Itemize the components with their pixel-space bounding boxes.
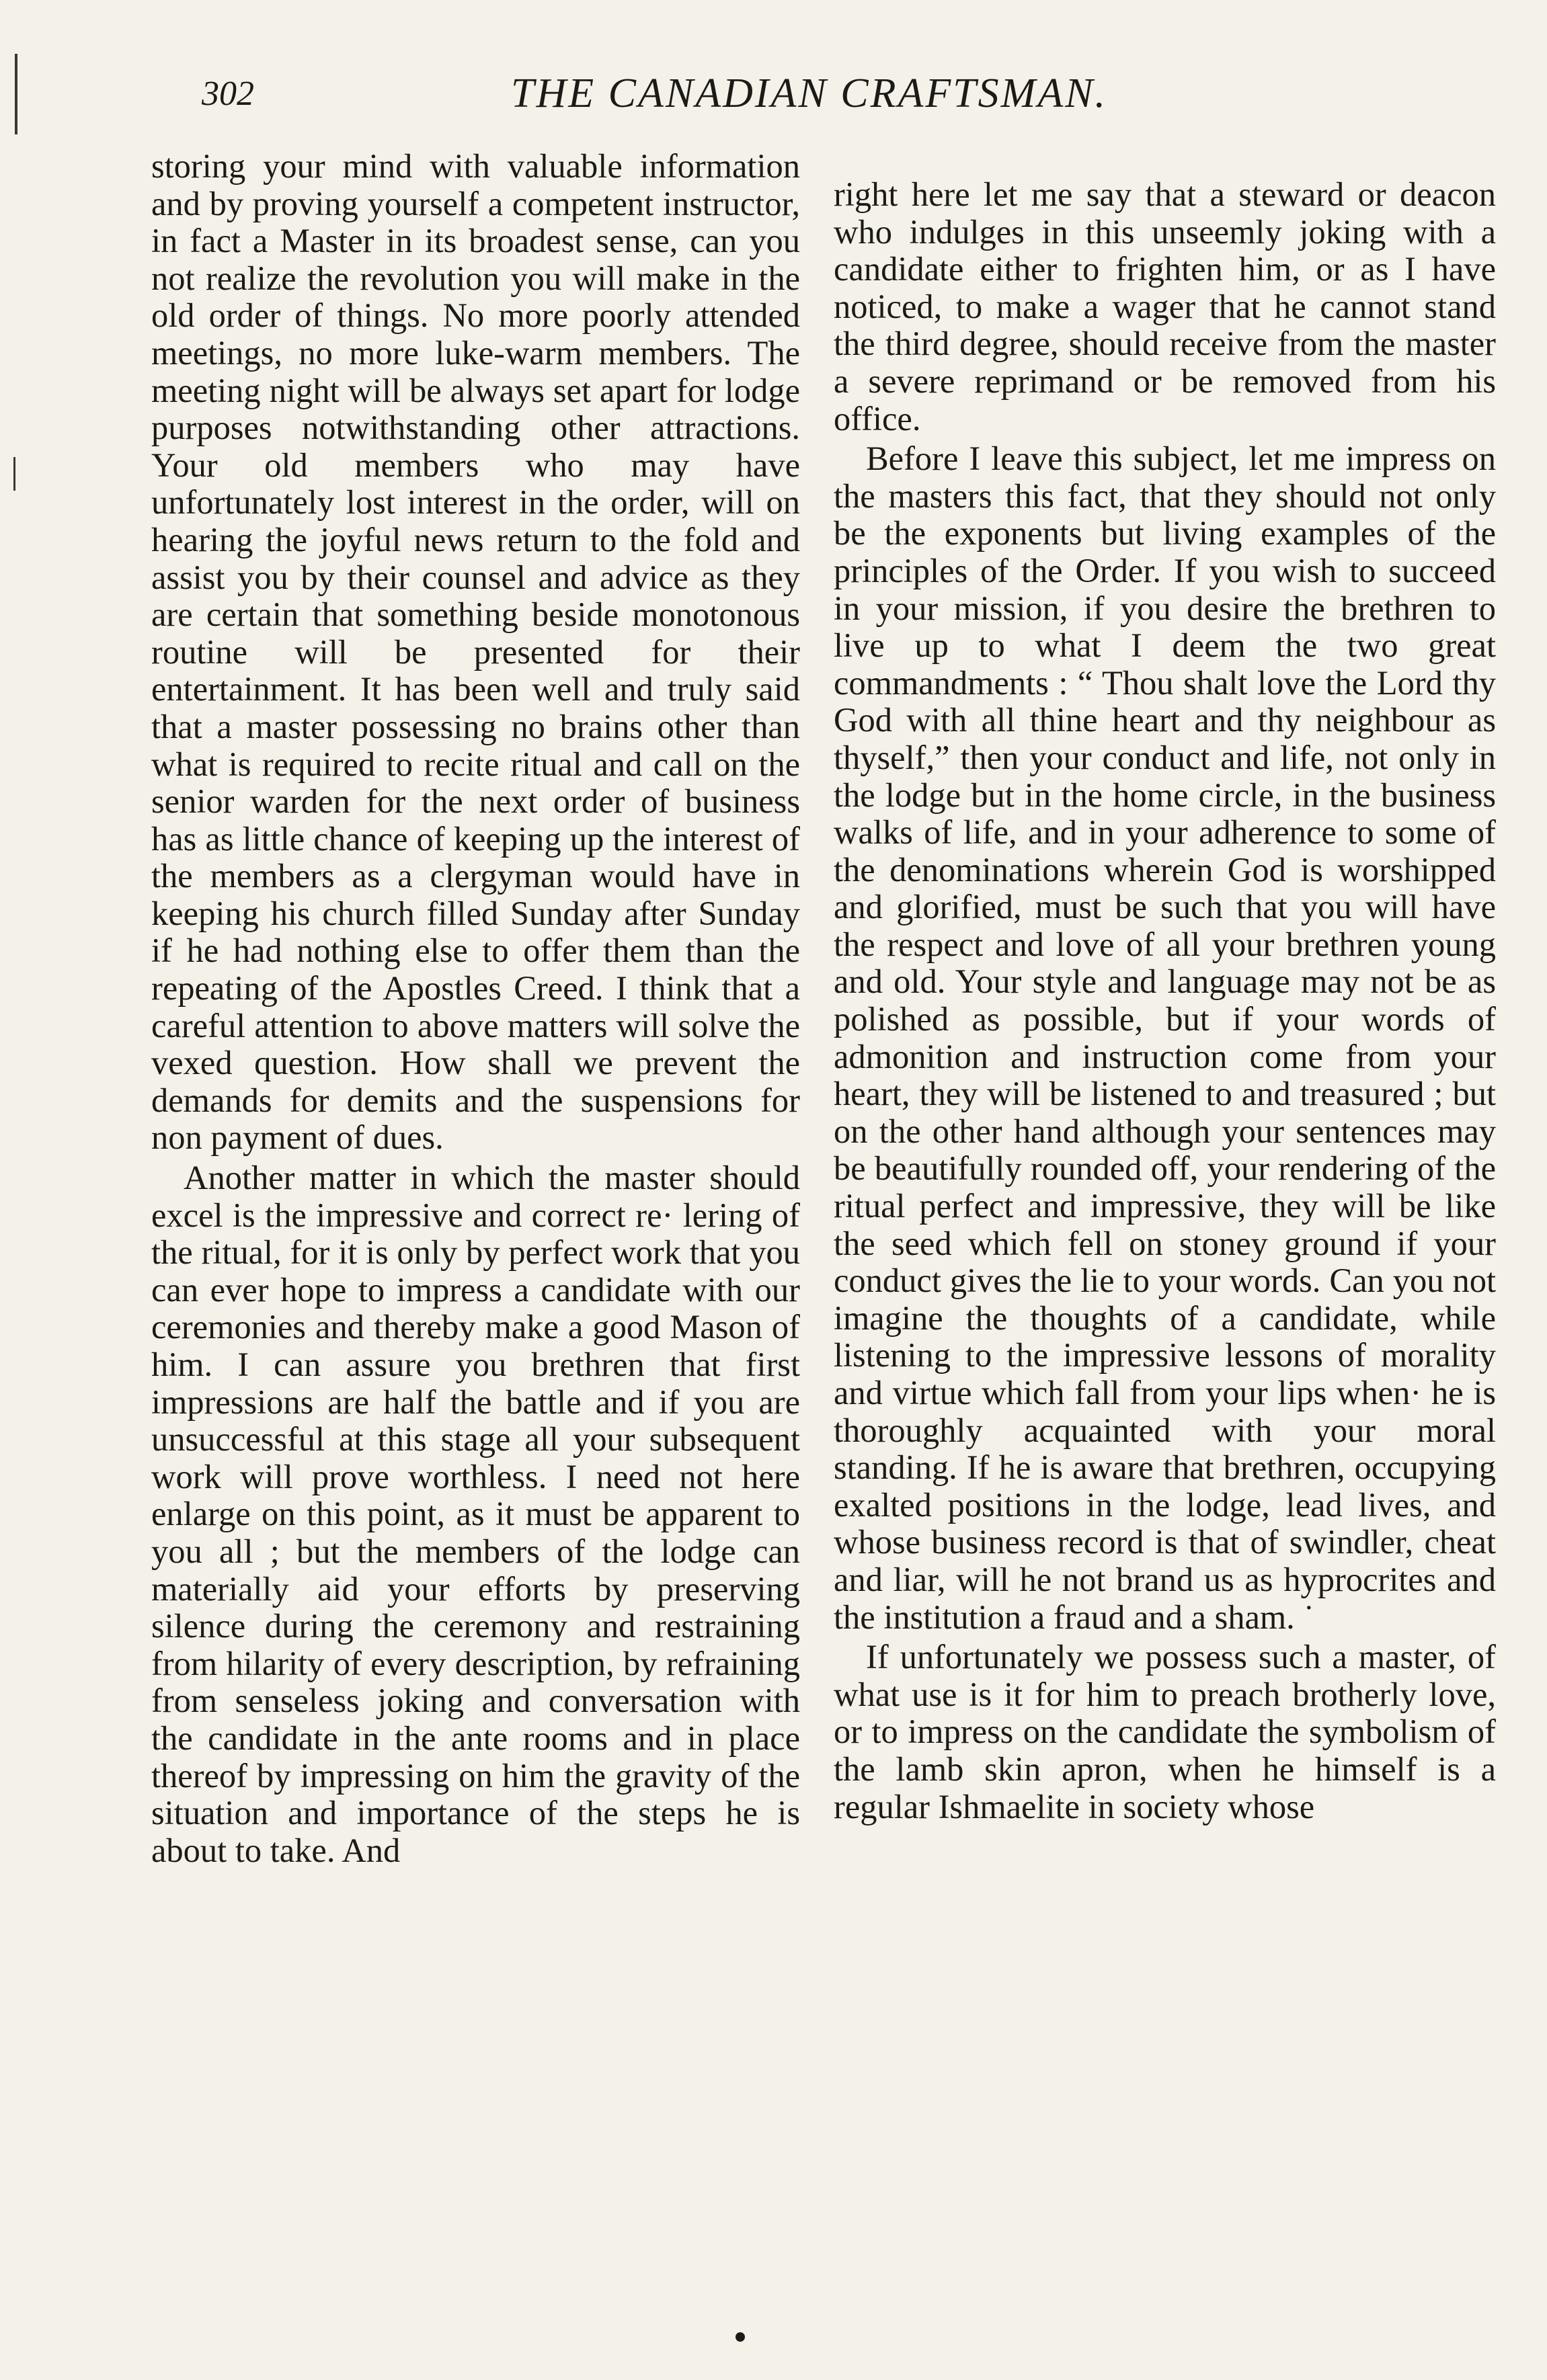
running-title: THE CANADIAN CRAFTSMAN. [511, 71, 1108, 116]
page-header [202, 71, 1479, 134]
margin-rule [13, 457, 15, 491]
paragraph: Before I leave this subject, let me impress on the masters this fact, that they should not only be the exponents but living examples of the principles of the Order. If you wish to succeed in your mission, if you desire the brethren to live up to what I deem the two great commandments : “ Thou shalt love the Lord thy God with all thine heart and thy neighbour as thyself,” then your conduct and life, not only in the lodge but in the home circle, in the business walks of life, and in your adherence to some of the denominations wherein God is worshipped and glorified, must be such that you will have the respect and love of all your brethren young and old. Your style and language may not be as polished as possible, but if your words of admonition and instruction come from your heart, they will be listened to and treasured ; but on the other hand although your sentences may be beautifully rounded off, your rendering of the ritual perfect and impressive, they will be like the seed which fell on stoney ground if your conduct gives the lie to your words. Can you not imagine the thoughts of a candidate, while listening to the impressive lessons of morality and virtue which fall from your lips when· he is thoroughly acquainted with your moral standing. If he is aware that brethren, occupying exalted positions in the lodge, lead lives, and whose business record is that of swindler, cheat and liar, will he not brand us as hyprocrites and the institution a fraud and a sham. ˙ [834, 440, 1496, 1636]
margin-rule [15, 54, 17, 134]
paragraph: right here let me say that a steward or deacon who indulges in this unseemly joking with a candidate either to frighten him, or as I have noticed, to make a wager that he cannot stand the third degree, should receive from the master a severe reprimand or be removed from his office. [834, 175, 1496, 438]
paragraph: storing your mind with valuable information and by proving yourself a competent instructor, in fact a Master in its broadest sense, can you not realize the revolution you will make in the old order of things. No more poorly attended meetings, no more luke-warm members. The meeting night will be always set apart for lodge purposes notwithstanding other attractions. Your old members who may have unfortunately lost interest in the order, will on hearing the joyful news return to the fold and assist you by their counsel and advice as they are certain that something beside monotonous routine will be presented for their entertainment. It has been well and truly said that a master possessing no brains other than what is required to recite ritual and call on the senior warden for the next order of business has as little chance of keeping up the interest of the members as a clergyman would have in keeping his church filled Sunday after Sunday if he had nothing else to offer them than the repeating of the Apostles Creed. I think that a careful attention to above matters will solve the vexed question. How shall we prevent the demands for demits and the suspensions for non payment of dues. [151, 147, 800, 1157]
printer-mark [736, 2332, 745, 2342]
page-number: 302 [202, 75, 254, 113]
left-column [151, 148, 800, 1869]
paragraph: Another matter in which the master should excel is the impressive and correct re· lering of the ritual, for it is only by perfect work that you can ever hope to impress a candidate with our ceremonies and thereby make a good Mason of him. I can assure you brethren that first impressions are half the battle and if you are unsuccessful at this stage all your subsequent work will prove worthless. I need not here enlarge on this point, as it must be apparent to you all ; but the members of the lodge can materially aid your efforts by preserving silence during the ceremony and restraining from hilarity of every description, by refraining from senseless joking and conversation with the candidate in the ante rooms and in place thereof by impressing on him the gravity of the situation and importance of the steps he is about to take. And [151, 1159, 800, 1869]
paragraph: If unfortunately we possess such a master, of what use is it for him to preach brotherly love, or to impress on the candidate the symbolism of the lamb skin apron, when he himself is a regular Ishmaelite in society whose [834, 1638, 1496, 1825]
right-column [834, 176, 1496, 1825]
